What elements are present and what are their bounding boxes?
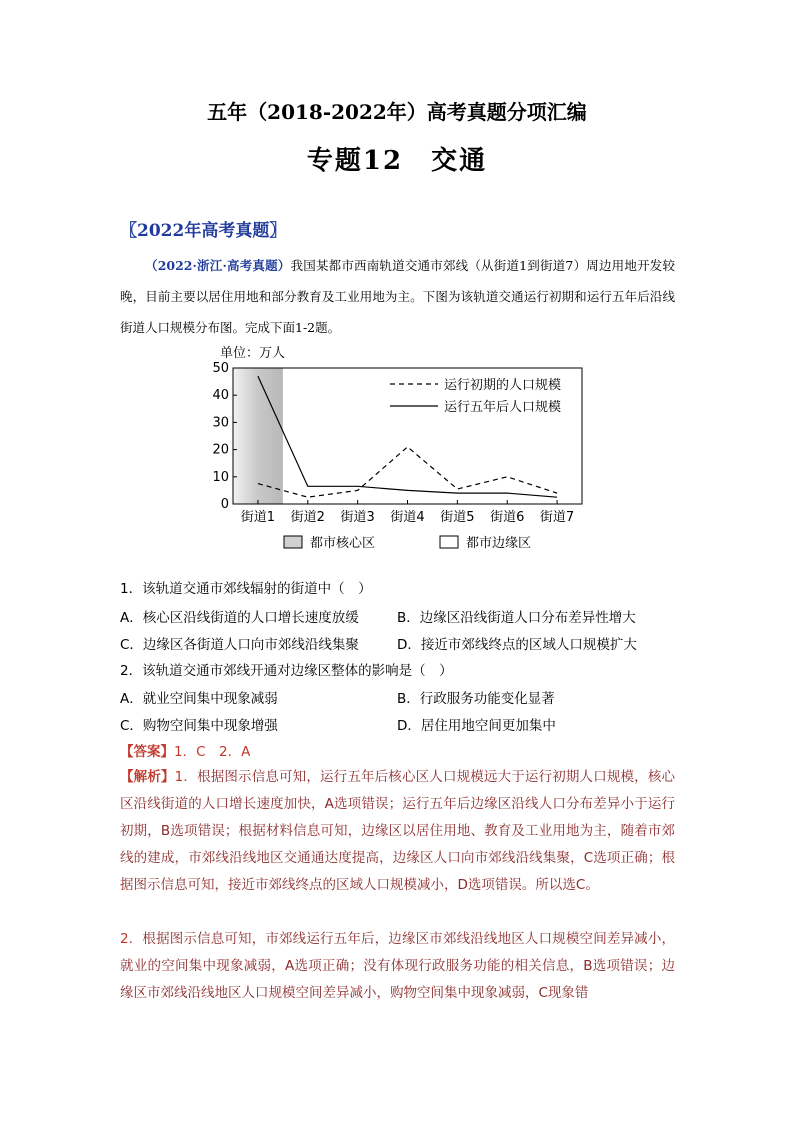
answer-label: 【答案】 (120, 744, 174, 760)
topic-title: 专题12 交通 (306, 146, 488, 176)
analysis-1-text: 根据图示信息可知，运行五年后核心区人口规模远大于运行初期人口规模，核心区沿线街道的人口增长速度加快，A选项错误；运行五年后边缘区沿线人口分布差异小于运行初期，B选项错误；根据材料信息可知，边缘区以居住用地、教育及工业用地为主，随着市郊线的建成，市郊线沿线地区交通通达度提高，边缘区人口向市郊线沿线集聚，C选项正确；根据图示信息可知，接近市郊线终点的区域人口规模减小，D选项错误。所以选C。 (120, 769, 676, 893)
legend-label: 运行初期的人口规模 (444, 378, 562, 393)
analysis-paragraph-1 (120, 764, 675, 899)
x-tick-label: 街道3 (340, 510, 375, 525)
y-axis-unit: 单位：万人 (220, 346, 286, 361)
x-tick-label: 街道1 (240, 510, 276, 525)
question-1-stem: 1．该轨道交通市郊线辐射的街道中（ ） (120, 581, 372, 597)
y-tick-label: 10 (212, 469, 229, 485)
q2-option-b[interactable]: B．行政服务功能变化显著 (397, 691, 555, 707)
analysis-paragraph-2 (120, 926, 675, 1007)
question-2-stem: 2．该轨道交通市郊线开通对边缘区整体的影响是（ ） (120, 663, 453, 679)
q1-option-b[interactable]: B．边缘区沿线街道人口分布差异性增大 (397, 610, 636, 626)
x-tick-label: 街道6 (490, 510, 525, 525)
analysis-label: 【解析】 (120, 769, 175, 785)
legend-label: 运行五年后人口规模 (444, 400, 562, 415)
q1-option-d[interactable]: D．接近市郊线终点的区域人口规模扩大 (397, 637, 637, 653)
zone-label: 都市核心区 (310, 536, 376, 551)
q2-option-a[interactable]: A．就业空间集中现象减弱 (120, 691, 278, 707)
answer-line (120, 740, 250, 760)
series-line-1 (258, 447, 557, 497)
analysis-1-number: 1． (174, 769, 198, 785)
y-tick-label: 50 (212, 361, 229, 376)
zone-label: 都市边缘区 (466, 536, 532, 551)
q2-option-d[interactable]: D．居住用地空间更加集中 (397, 718, 556, 734)
answer-value: 1．C 2．A (174, 744, 251, 760)
zone-legend (284, 535, 531, 551)
chart-legend (390, 377, 561, 415)
document-title: 五年（2018-2022年）高考真题分项汇编 (207, 100, 587, 124)
y-tick-label: 0 (220, 497, 229, 512)
section-heading: 〖2022年高考真题〗 (120, 221, 287, 241)
analysis-2-text: 根据图示信息可知，市郊线运行五年后，边缘区市郊线沿线地区人口规模空间差异减小，就业的空间集中现象减弱，A选项正确；没有体现行政服务功能的相关信息，B选项错误；边缘区市郊线沿线地区人口规模空间差异减小，购物空间集中现象减弱，C现象错 (120, 931, 676, 1001)
intro-text: 我国某都市西南轨道交通市郊线（从街道1到街道7）周边用地开发较晚，目前主要以居住用地和部分教育及工业用地为主。下图为该轨道交通运行初期和运行五年后沿线街道人口规模分布图。完成下面1-2题。 (120, 258, 675, 335)
analysis-2-number: 2． (120, 931, 143, 947)
y-tick-label: 20 (212, 442, 229, 458)
x-tick-label: 街道4 (390, 510, 425, 525)
x-tick-label: 街道5 (440, 510, 475, 525)
y-tick-label: 40 (212, 388, 229, 404)
q1-option-a[interactable]: A．核心区沿线街道的人口增长速度放缓 (120, 610, 359, 626)
x-tick-label: 街道2 (290, 510, 325, 525)
population-chart (200, 342, 600, 558)
q1-option-c[interactable]: C．边缘区各街道人口向市郊线沿线集聚 (120, 637, 359, 653)
x-tick-label: 街道7 (539, 510, 575, 525)
question-intro (120, 250, 675, 343)
series-layer (258, 376, 557, 497)
q2-option-c[interactable]: C．购物空间集中现象增强 (120, 718, 278, 734)
question-source: （2022·浙江·高考真题） (145, 258, 291, 273)
zone-swatch (284, 536, 302, 548)
y-tick-label: 30 (212, 415, 229, 431)
zone-swatch (440, 536, 458, 548)
